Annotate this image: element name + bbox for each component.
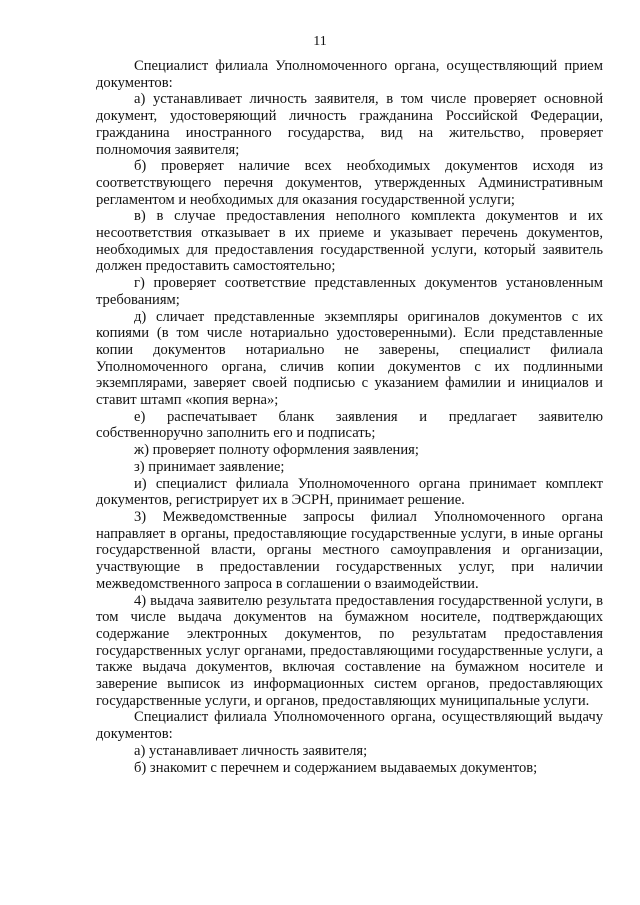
paragraph-item-zh-completeness: ж) проверяет полноту оформления заявления; (134, 442, 419, 459)
page-number: 11 (313, 34, 327, 49)
paragraph-item-z-accepts: з) принимает заявление; (134, 458, 285, 475)
paragraph-item-e-application-form: е) распечатывает бланк заявления и предлагает заявителю собственноручно заполнить его и подписать; (96, 408, 603, 442)
paragraph-interagency-requests: 3) Межведомственные запросы филиал Уполномоченного органа направляет в органы, предоставляющие государственные услуги, в иные органы государственной власти, органы местного самоуправления и организации, участвующие в предоставлении государственных услуг, при наличии межведомственного запроса в соглашении о взаимодействии. (96, 508, 603, 592)
paragraph-item-d-copies: д) сличает представленные экземпляры оригиналов документов с их копиями (в том числе нотариально удостоверенными). Если представленные копии документов нотариально не заверены, специалист филиала Уполномоченного органа, сличив копии документов с их подлинными экземплярами, заверяет своей подписью с указанием фамилии и инициалов и ставит штамп «копия верна»; (96, 308, 603, 409)
paragraph-issuing-result: 4) выдача заявителю результата предоставления государственной услуги, в том числе выдача документов на бумажном носителе, подтверждающих содержание электронных документов, по результатам предоставления государственных услуг органами, предоставляющими государственные услуги, а также выдача документов, включая составление на бумажном носителе и заверение выписок из информационных систем органов, предоставляющих государственные услуги, и органов, предоставляющих муниципальные услуги. (96, 592, 603, 709)
paragraph-item-i-registers: и) специалист филиала Уполномоченного органа принимает комплект документов, регистрирует их в ЭСРН, принимает решение. (96, 475, 603, 509)
paragraph-item-b-documents-check: б) проверяет наличие всех необходимых документов исходя из соответствующего перечня документов, утвержденных Административным регламентом и необходимых для оказания государственной услуги; (96, 158, 603, 208)
paragraph-item-v-incomplete-set: в) в случае предоставления неполного комплекта документов и их несоответствия отказывает в их приеме и указывает перечень документов, необходимых для предоставления государственной услуги, который заявитель должен предоставить самостоятельно; (96, 208, 603, 275)
document-body (96, 58, 603, 776)
paragraph-intake-specialist: Специалист филиала Уполномоченного органа, осуществляющий прием документов: (96, 58, 603, 91)
paragraph-issue-item-b-acquaint: б) знакомит с перечнем и содержанием выдаваемых документов; (134, 759, 538, 776)
paragraph-issue-item-a-identity: а) устанавливает личность заявителя; (134, 742, 368, 759)
paragraph-item-g-requirements: г) проверяет соответствие представленных документов установленным требованиям; (96, 275, 603, 308)
paragraph-item-a-identity: а) устанавливает личность заявителя, в том числе проверяет основной документ, удостоверяющий личность гражданина Российской Федерации, гражданина иностранного государства, вид на жительство, проверяет полномочия заявителя; (96, 91, 603, 158)
paragraph-issuing-specialist: Специалист филиала Уполномоченного органа, осуществляющий выдачу документов: (96, 709, 603, 743)
